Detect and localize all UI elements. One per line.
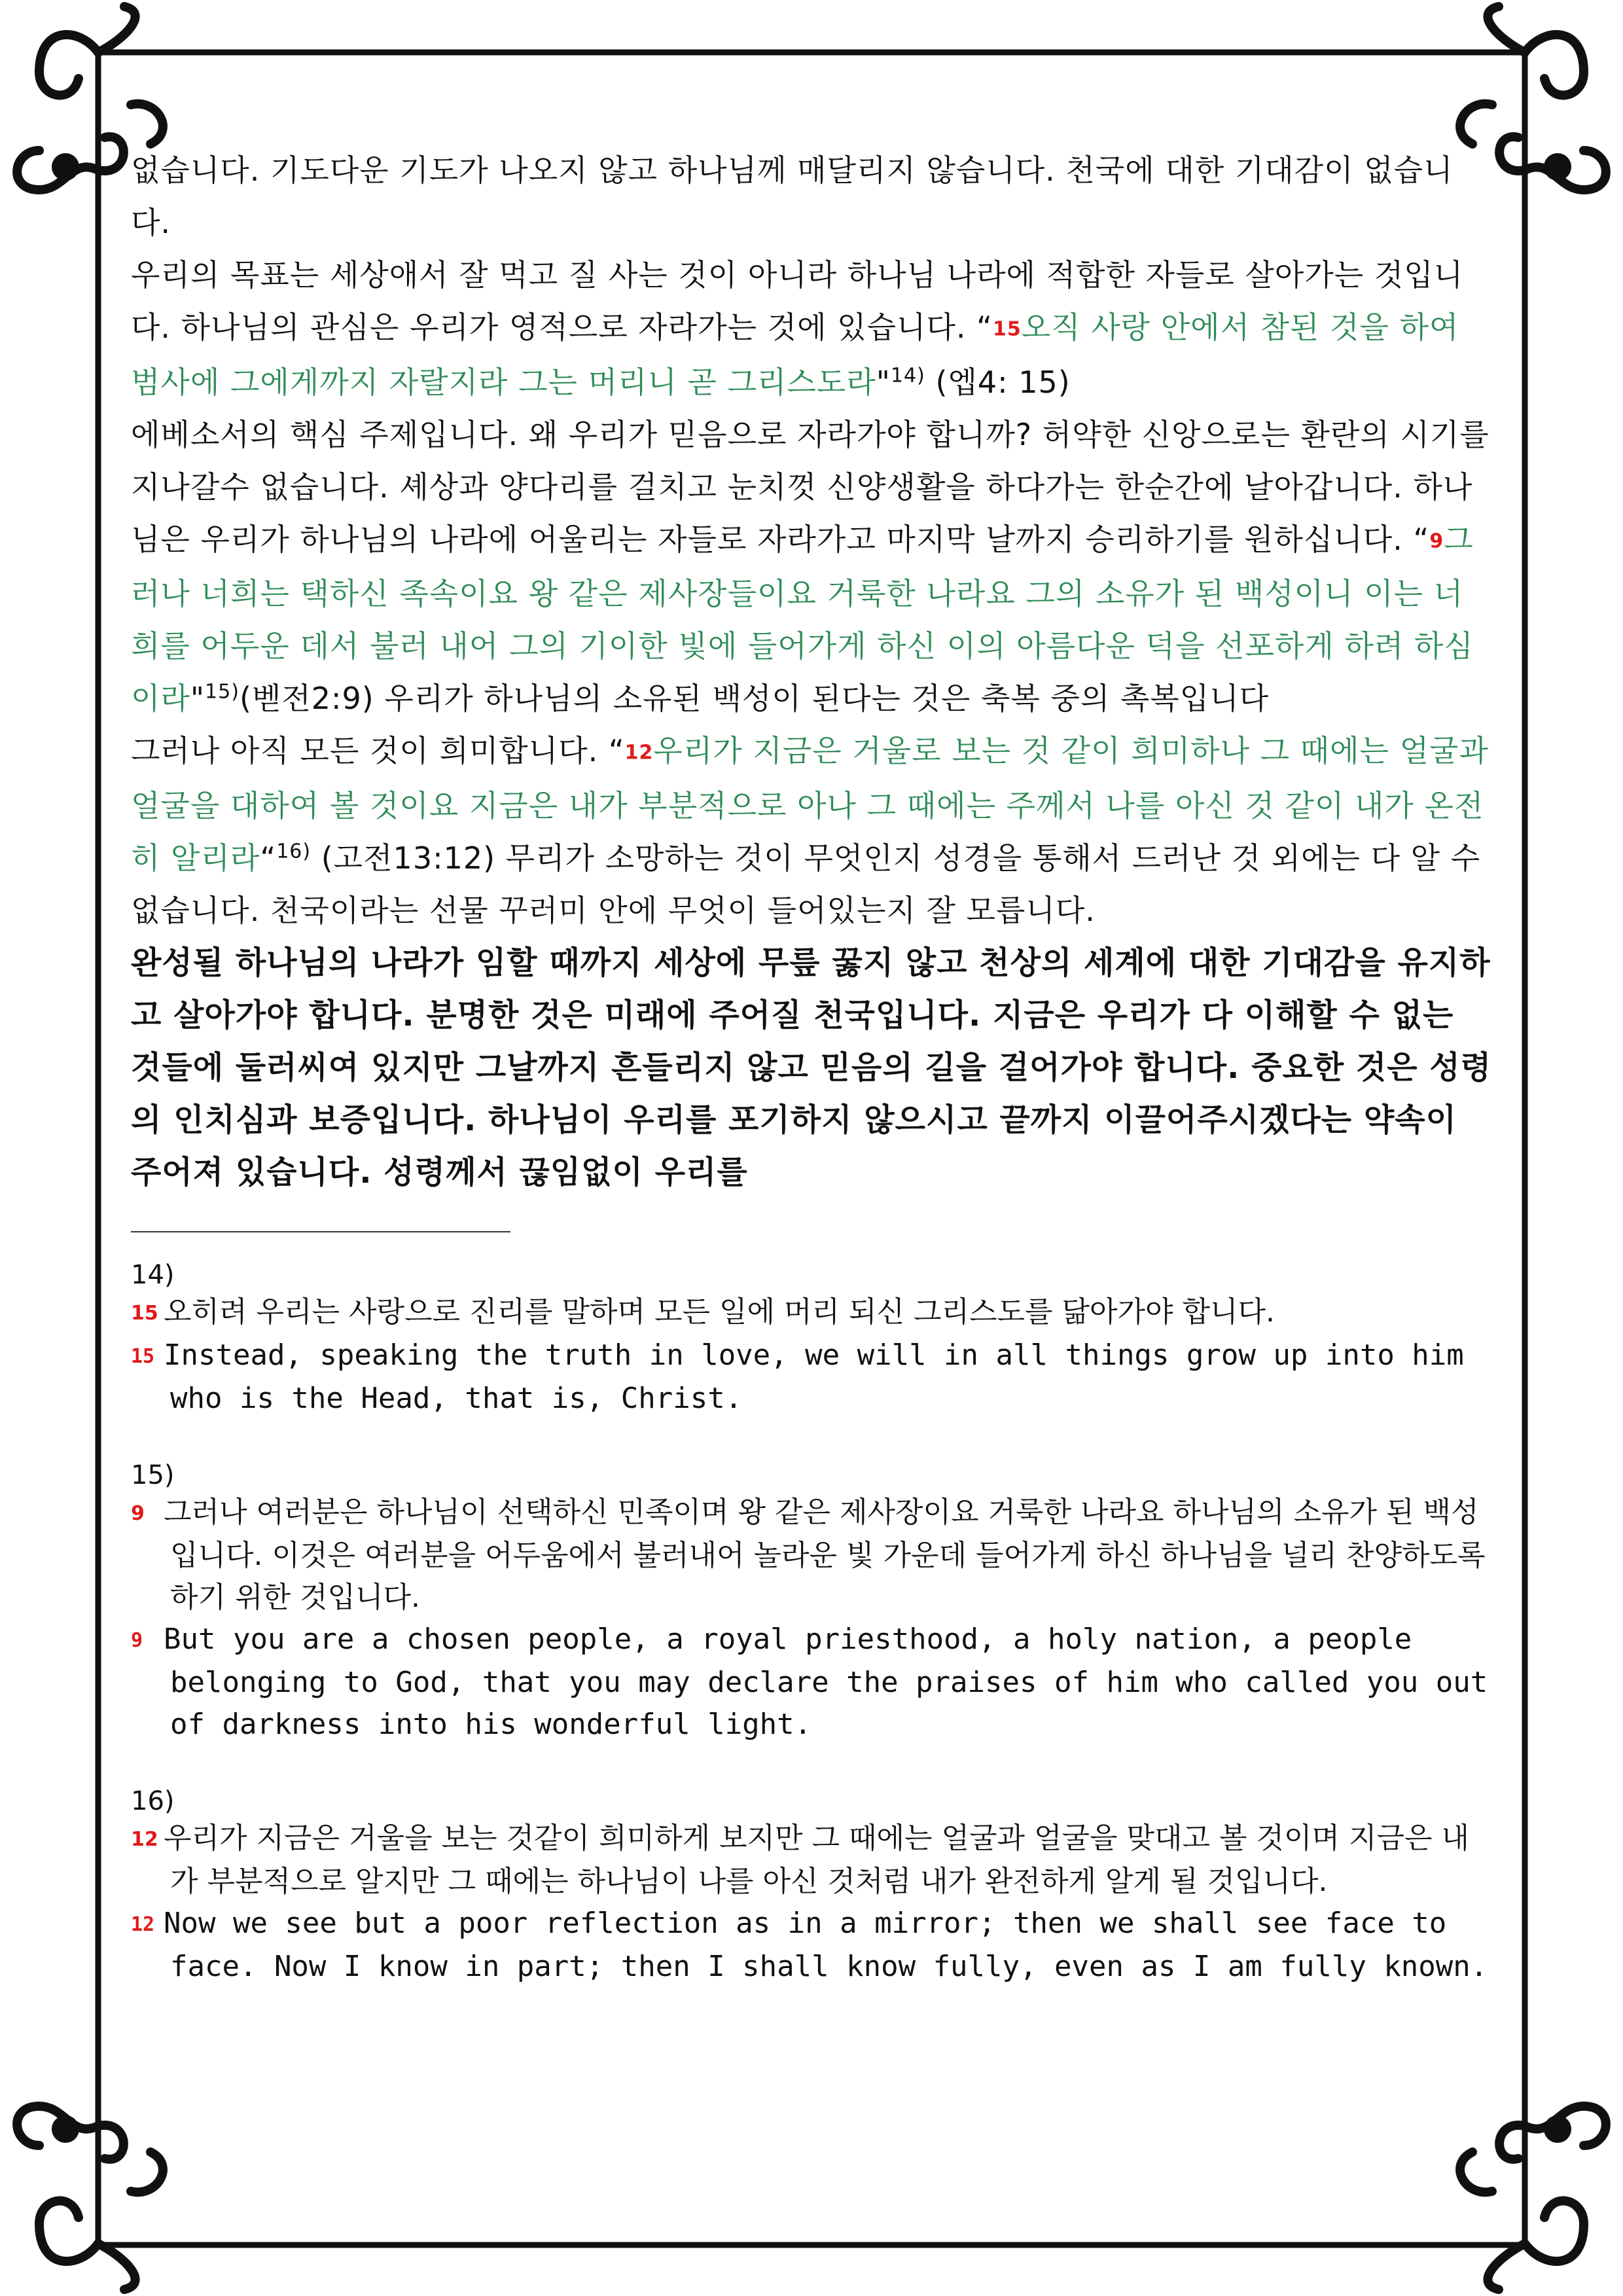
scripture-quote: 그러나 너희는 택하신 족속이요 왕 같은 제사장들이요 거룩한 나라요 그의 소유가 된 백성이니 이는 너희를 어두운 데서 불러 내어 그의 기이한 빛에 들어가게 하신 이의 아름다운 덕을 선포하게 하려 하심이라	[131, 521, 1474, 716]
footnote-label: 15)	[131, 1460, 175, 1490]
footnote-text-ko: 오히려 우리는 사랑으로 진리를 말하며 모든 일에 머리 되신 그리스도를 닮아가야 합니다.	[164, 1295, 1275, 1329]
footnote-korean	[131, 1291, 1492, 1335]
text-run: 에베소서의 핵심 주제입니다. 왜 우리가 믿음으로 자라가야 합니까? 허약한 신앙으로는 환란의 시기를 지나갈수 없습니다. 셰상과 양다리를 걸치고 눈치껏 신양생활을 하다가는 한순간에 날아갑니다. 하나님은 우리가 하나님의 나라에 어울리는 자들로 자라가고 마지막 날까지 승리하기를 원하십니다. “	[131, 416, 1489, 557]
verse-number: 12	[624, 741, 654, 764]
footnote-text-en: But you are a chosen people, a royal priesthood, a holy nation, a people belonging to God, that you may declare the praises of him who called you out of darkness into his wonderful light.	[164, 1622, 1488, 1741]
text-run: 그러나 아직 모든 것이 희미합니다. “	[131, 733, 625, 768]
footnote-korean	[131, 1818, 1492, 1903]
paragraph-4	[131, 725, 1492, 937]
quote-mark: "	[876, 364, 891, 400]
footnote-text-ko: 우리가 지금은 거울을 보는 것같이 희미하게 보지만 그 때에는 얼굴과 얼굴을 맞대고 볼 것이며 지금은 내가 부분적으로 알지만 그 때에는 하나님이 나를 아신 것처럼 내가 완전하게 알게 될 것입니다.	[164, 1821, 1469, 1898]
verse-number: 9	[1429, 529, 1444, 552]
paragraph-1: 없습니다. 기도다운 기도가 나오지 않고 하나님께 매달리지 않습니다. 천국에 대한 기대감이 없습니다.	[131, 152, 1454, 240]
text-run: (벧전2:9) 우리가 하나님의 소유된 백성이 된다는 것은 축복 중의 촉복입니다	[239, 681, 1270, 716]
scripture-quote: 우리가 지금은 거울로 보는 것 같이 희미하나 그 때에는 얼굴과 얼굴을 대하여 볼 것이요 지금은 내가 부분적으로 아나 그 때에는 주께서 나를 아신 것 같이 내가 온전히 알리라	[131, 733, 1489, 876]
quote-mark: “	[260, 840, 277, 876]
corner-ornament-bottom-right	[1460, 2106, 1606, 2289]
footnote-ref-16[interactable]: 16)	[276, 840, 312, 863]
scripture-quote: 오직 사랑 안에서 참된 것을 하여 범사에 그에게까지 자랄지라 그는 머리니 곧 그리스도라	[131, 310, 1459, 400]
verse-number: 12	[131, 1912, 155, 1936]
paragraph-2	[131, 249, 1492, 408]
corner-ornament-bottom-left	[17, 2106, 163, 2289]
paragraph-3	[131, 408, 1492, 725]
footnote-english	[131, 1903, 1492, 1988]
text-run: 우리의 목표는 세상애서 잘 먹고 질 사는 것이 아니라 하나님 나라에 적합한 자들로 살아가는 것입니다. 하나님의 관심은 우리가 영적으로 자라가는 것에 있습니다. “	[131, 257, 1464, 345]
footnote-english	[131, 1619, 1492, 1746]
footnote-text-en: Instead, speaking the truth in love, we will in all things grow up into him who is the Head, that is, Christ.	[164, 1338, 1464, 1415]
footnote-ref-14[interactable]: 14)	[890, 364, 925, 387]
footnote-label: 14)	[131, 1259, 175, 1290]
verse-number: 9	[131, 1628, 143, 1652]
verse-number: 15	[992, 317, 1022, 341]
scripture-reference: (엡4: 15)	[925, 364, 1071, 400]
footnote-text-en: Now we see but a poor reflection as in a mirror; then we shall see face to face. Now I know in part; then I shall know fully, even as I am fully known.	[164, 1906, 1488, 1983]
page-content	[131, 144, 1492, 2027]
verse-number: 15	[131, 1344, 155, 1368]
quote-mark: "	[190, 681, 205, 716]
footnote-14	[131, 1259, 1492, 1420]
footnote-label: 16)	[131, 1785, 175, 1816]
main-body	[131, 144, 1492, 1198]
footnote-16	[131, 1785, 1492, 1988]
paragraph-5-emphasis: 완성될 하나님의 나라가 임할 때까지 세상에 무릎 꿇지 않고 천상의 세계에 대한 기대감을 유지하고 살아가야 합니다. 분명한 것은 미래에 주어질 천국입니다. 지금은 우리가 다 이해할 수 없는 것들에 둘러씨여 있지만 그날까지 흔들리지 않고 믿음의 길을 걸어가야 합니다. 중요한 것은 성령의 인치심과 보증입니다. 하나님이 우리를 포기하지 않으시고 끝까지 이끌어주시겠다는 약속이 주어져 있습니다. 성령께서 끊임없이 우리를	[131, 944, 1492, 1191]
footnote-15	[131, 1459, 1492, 1746]
footnote-english	[131, 1335, 1492, 1420]
footnote-divider	[131, 1231, 510, 1232]
verse-number: 12	[131, 1827, 158, 1851]
text-run: (고전13:12) 무리가 소망하는 것이 무엇인지 성경을 통해서 드러난 것 외에는 다 알 수 없습니다. 천국이라는 선물 꾸러미 안에 무엇이 들어있는지 잘 모릅니다.	[131, 840, 1481, 928]
verse-number: 15	[131, 1301, 158, 1325]
footnote-ref-15[interactable]: 15)	[205, 680, 240, 704]
footnote-text-ko: 그러나 여러분은 하나님이 선택하신 민족이며 왕 같은 제사장이요 거룩한 나라요 하나님의 소유가 된 백성입니다. 이것은 여러분을 어두움에서 불러내어 놀라운 빛 가운데 들어가게 하신 하나님을 널리 찬양하도록 하기 위한 것입니다.	[164, 1495, 1486, 1614]
verse-number: 9	[131, 1501, 145, 1525]
footnote-korean	[131, 1492, 1492, 1619]
footnotes	[131, 1259, 1492, 1988]
